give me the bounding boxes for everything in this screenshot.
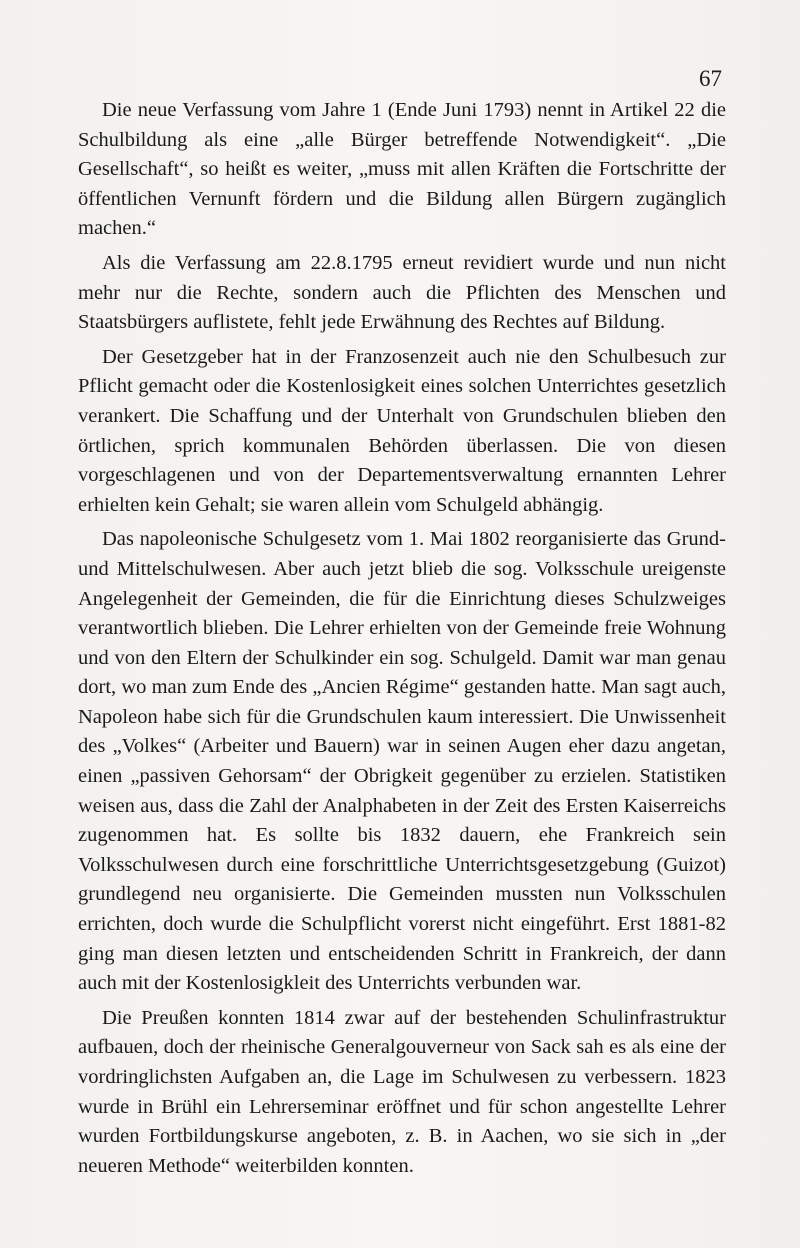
paragraph: Als die Verfassung am 22.8.1795 erneut revidiert wurde und nun nicht mehr nur die Rechte, sondern auch die Pflichten des Menschen und Staatsbürgers auflistete, fehlt jede Erwähnung des Rechtes auf Bildung. (78, 251, 726, 334)
body-text (78, 96, 726, 1186)
paragraph: Das napoleonische Schulgesetz vom 1. Mai 1802 reorganisierte das Grund- und Mittelschulwesen. Aber auch jetzt blieb die sog. Volksschule ureigenste Angelegenheit der Gemeinden, die für die Einrichtung dieses Schulzweiges verantwortlich blieben. Die Lehrer erhielten von der Gemeinde freie Wohnung und von den Eltern der Schulkinder ein sog. Schulgeld. Damit war man genau dort, wo man zum Ende des „Ancien Régime“ gestanden hatte. Man sagt auch, Napoleon habe sich für die Grundschulen kaum interessiert. Die Unwissenheit des „Volkes“ (Arbeiter und Bauern) war in seinen Augen eher dazu angetan, einen „passiven Gehorsam“ der Obrigkeit gegenüber zu erzielen. Statistiken weisen aus, dass die Zahl der Analphabeten in der Zeit des Ersten Kaiserreichs zugenommen hat. Es sollte bis 1832 dauern, ehe Frankreich sein Volksschulwesen durch eine forschrittliche Unterrichtsgesetzgebung (Guizot) grundlegend neu organisierte. Die Gemeinden mussten nun Volksschulen errichten, doch wurde die Schulpflicht vorerst nicht eingeführt. Erst 1881-82 ging man diesen letzten und entscheidenden Schritt in Frankreich, der dann auch mit der Kostenlosigkleit des Unterrichts verbunden war. (78, 528, 726, 995)
paragraph: Der Gesetzgeber hat in der Franzosenzeit auch nie den Schulbesuch zur Pflicht gemacht oder die Kostenlosigkeit eines solchen Unterrichtes gesetzlich verankert. Die Schaffung und der Unterhalt von Grundschulen blieben den örtlichen, sprich kommunalen Behörden überlassen. Die von diesen vorgeschlagenen und von der Departementsverwaltung ernannten Lehrer erhielten kein Gehalt; sie waren allein vom Schulgeld abhängig. (78, 345, 726, 516)
paragraph: Die Preußen konnten 1814 zwar auf der bestehenden Schulinfrastruktur aufbauen, doch der rheinische Generalgouverneur von Sack sah es als eine der vordringlichsten Aufgaben an, die Lage im Schulwesen zu verbessern. 1823 wurde in Brühl ein Lehrerseminar eröffnet und für schon angestellte Lehrer wurden Fortbildungskurse angeboten, z. B. in Aachen, wo sie sich in „der neueren Methode“ weiterbilden konnten. (78, 1006, 726, 1177)
page-number: 67 (699, 66, 722, 91)
paragraph: Die neue Verfassung vom Jahre 1 (Ende Juni 1793) nennt in Artikel 22 die Schulbildung als eine „alle Bürger betreffende Notwendigkeit“. „Die Gesellschaft“, so heißt es weiter, „muss mit allen Kräften die Fortschritte der öffentlichen Vernunft fördern und die Bildung allen Bürgern zugänglich machen.“ (78, 99, 726, 240)
